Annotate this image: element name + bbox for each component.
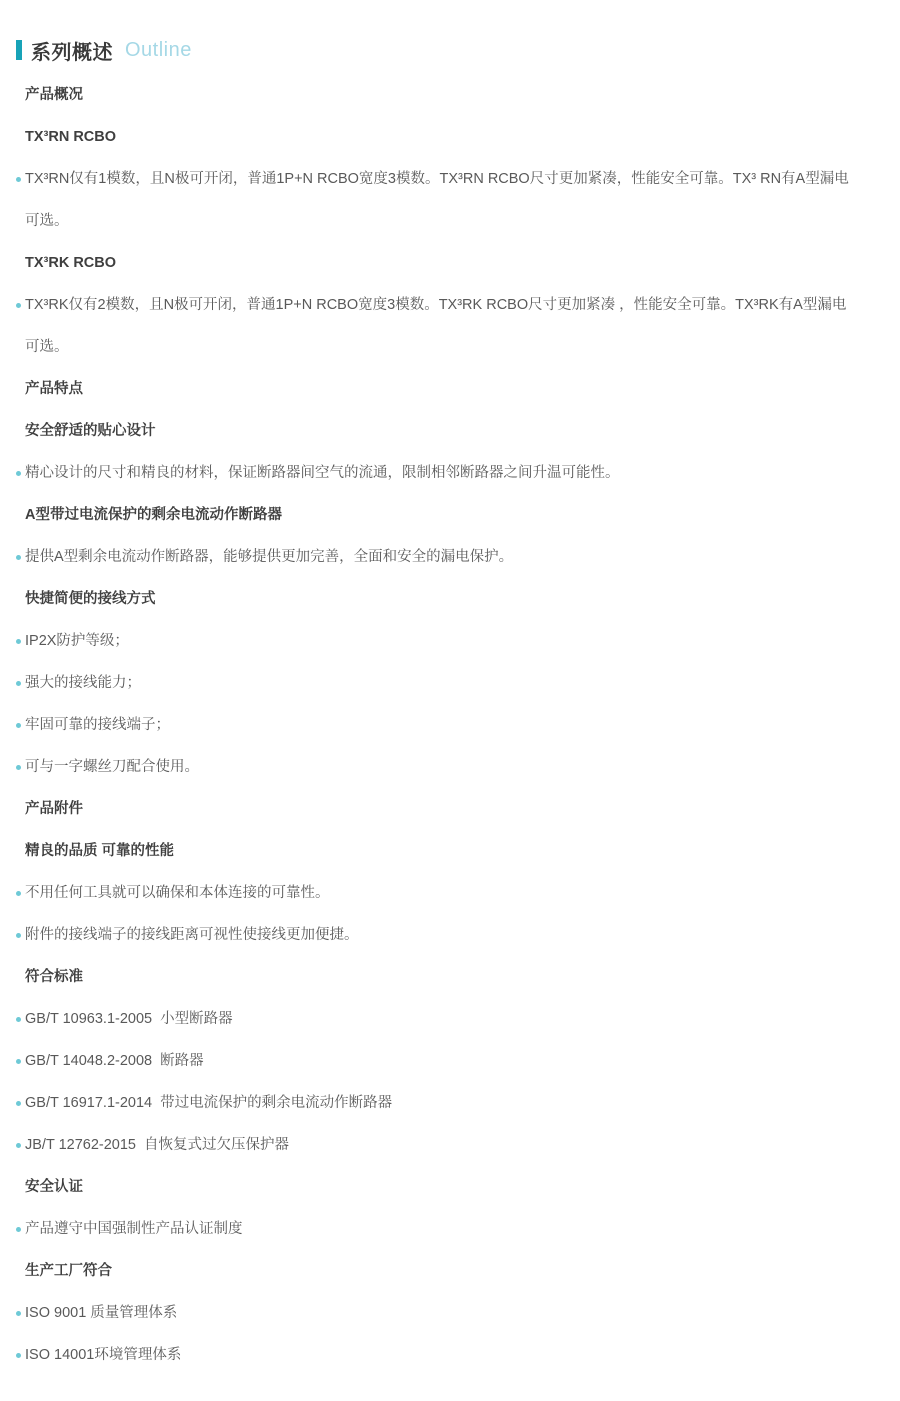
section-heading: 安全舒适的贴心设计 xyxy=(25,423,156,439)
bullet-icon xyxy=(16,471,21,476)
page-subtitle: Outline xyxy=(125,38,192,61)
content-area xyxy=(0,74,900,1376)
section-heading: TX³RK RCBO xyxy=(25,255,117,271)
bullet-text: ISO 9001 质量管理体系 xyxy=(25,1305,178,1321)
bullet-text: 牢固可靠的接线端子； xyxy=(25,717,170,733)
bullet-item xyxy=(25,1334,855,1376)
bullet-item xyxy=(25,662,855,704)
bullet-item xyxy=(25,872,855,914)
section-heading: TX³RN RCBO xyxy=(25,129,117,145)
bullet-text: GB/T 16917.1-2014 带过电流保护的剩余电流动作断路器 xyxy=(25,1095,393,1111)
section-heading: 生产工厂符合 xyxy=(25,1263,112,1279)
bullet-item xyxy=(25,536,855,578)
section-heading: 符合标准 xyxy=(25,969,83,985)
bullet-icon xyxy=(16,723,21,728)
bullet-text: 可与一字螺丝刀配合使用。 xyxy=(25,759,199,775)
bullet-text: 附件的接线端子的接线距离可视性使接线更加便捷。 xyxy=(25,927,359,943)
section-heading: 安全认证 xyxy=(25,1179,83,1195)
bullet-icon xyxy=(16,891,21,896)
section-title xyxy=(16,36,900,64)
section-heading: 产品特点 xyxy=(25,381,83,397)
bullet-text: 提供A型剩余电流动作断路器，能够提供更加完善，全面和安全的漏电保护。 xyxy=(25,549,514,565)
bullet-text: JB/T 12762-2015 自恢复式过欠压保护器 xyxy=(25,1137,290,1153)
bullet-text: 精心设计的尺寸和精良的材料，保证断路器间空气的流通，限制相邻断路器之间升温可能性。 xyxy=(25,465,620,481)
bullet-icon xyxy=(16,1059,21,1064)
bullet-item xyxy=(25,704,855,746)
section-heading: A型带过电流保护的剩余电流动作断路器 xyxy=(25,507,282,523)
section-heading: 产品附件 xyxy=(25,801,83,817)
bullet-text: 不用任何工具就可以确保和本体连接的可靠性。 xyxy=(25,885,330,901)
bullet-text: 强大的接线能力； xyxy=(25,675,141,691)
bullet-item xyxy=(25,158,855,242)
bullet-text: GB/T 10963.1-2005 小型断路器 xyxy=(25,1011,233,1027)
section-heading: 精良的品质 可靠的性能 xyxy=(25,843,175,859)
bullet-text: TX³RN仅有1模数，且N极可开闭，普通1P+N RCBO宽度3模数。TX³RN RCBO尺寸更加紧凑，性能安全可靠。TX³ RN有A型漏电可选。 xyxy=(25,171,849,229)
section-heading: 产品概况 xyxy=(25,87,83,103)
bullet-item xyxy=(25,914,855,956)
bullet-icon xyxy=(16,1143,21,1148)
bullet-icon xyxy=(16,303,21,308)
bullet-item xyxy=(25,1082,855,1124)
bullet-icon xyxy=(16,765,21,770)
bullet-item xyxy=(25,746,855,788)
bullet-text: GB/T 14048.2-2008 断路器 xyxy=(25,1053,204,1069)
bullet-icon xyxy=(16,1227,21,1232)
bullet-item xyxy=(25,284,855,368)
bullet-icon xyxy=(16,639,21,644)
bullet-item xyxy=(25,1040,855,1082)
bullet-text: ISO 14001环境管理体系 xyxy=(25,1347,182,1363)
bullet-icon xyxy=(16,1311,21,1316)
bullet-item xyxy=(25,998,855,1040)
bullet-icon xyxy=(16,555,21,560)
bullet-item xyxy=(25,1208,855,1250)
bullet-icon xyxy=(16,933,21,938)
bullet-item xyxy=(25,1292,855,1334)
accent-bar-icon xyxy=(16,40,22,60)
bullet-text: 产品遵守中国强制性产品认证制度 xyxy=(25,1221,243,1237)
bullet-icon xyxy=(16,681,21,686)
bullet-item xyxy=(25,452,855,494)
bullet-icon xyxy=(16,1017,21,1022)
bullet-item xyxy=(25,1124,855,1166)
bullet-icon xyxy=(16,1101,21,1106)
bullet-text: IP2X防护等级； xyxy=(25,633,129,649)
bullet-text: TX³RK仅有2模数，且N极可开闭，普通1P+N RCBO宽度3模数。TX³RK RCBO尺寸更加紧凑 ，性能安全可靠。TX³RK有A型漏电可选。 xyxy=(25,297,847,355)
section-heading: 快捷简便的接线方式 xyxy=(25,591,156,607)
bullet-item xyxy=(25,620,855,662)
bullet-icon xyxy=(16,177,21,182)
page-title: 系列概述 xyxy=(31,41,113,64)
bullet-icon xyxy=(16,1353,21,1358)
